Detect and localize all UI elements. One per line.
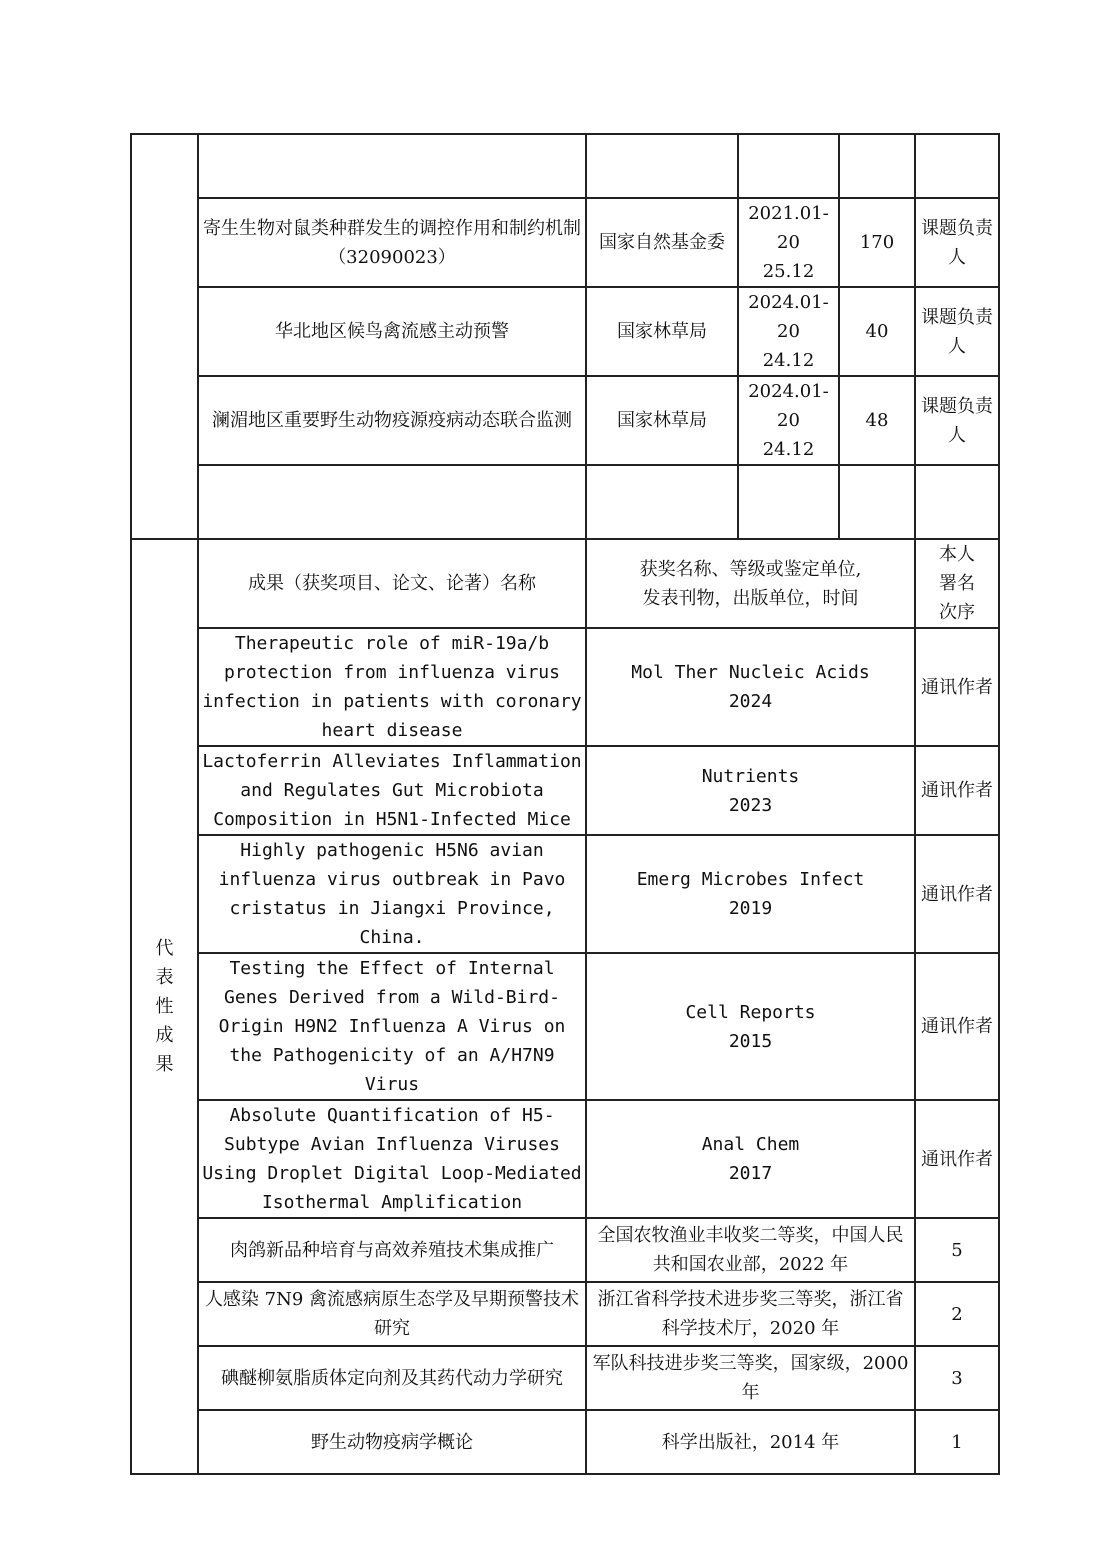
- project-role: [915, 465, 999, 539]
- project-period: [738, 287, 839, 376]
- project-name: [198, 134, 586, 198]
- achievement-rank: 通讯作者: [915, 953, 999, 1100]
- achievement-name: Testing the Effect of Internal Genes Derived from a Wild-Bird-Origin H9N2 Influenza A Virus on the Pathogenicity of an A/H7N9 Virus: [198, 953, 586, 1100]
- project-period: [738, 465, 839, 539]
- achievement-rank: 2: [915, 1282, 999, 1346]
- project-amount: [839, 465, 915, 539]
- achievement-name: Lactoferrin Alleviates Inflammation and Regulates Gut Microbiota Composition in H5N1-Infected Mice: [198, 746, 586, 835]
- achievement-row: [131, 1100, 999, 1218]
- achievement-rank: 3: [915, 1346, 999, 1410]
- achievement-name: Absolute Quantification of H5-Subtype Avian Influenza Viruses Using Droplet Digital Loop-Mediated Isothermal Amplification: [198, 1100, 586, 1218]
- project-role: [915, 134, 999, 198]
- form-table: [130, 133, 1000, 1475]
- achievement-name: 肉鸽新品种培育与高效养殖技术集成推广: [198, 1218, 586, 1282]
- period-start: 2024.01-20: [748, 292, 829, 342]
- project-funder: 国家自然基金委: [586, 198, 738, 287]
- project-funder: 国家林草局: [586, 287, 738, 376]
- achievement-rank: 通讯作者: [915, 835, 999, 953]
- period-start: 2024.01-20: [748, 381, 829, 431]
- achievement-row: [131, 628, 999, 746]
- header-rank: 本人 署名 次序: [915, 539, 999, 628]
- period-end: 24.12: [762, 350, 815, 371]
- achievement-rank: 1: [915, 1410, 999, 1474]
- achievement-side-label: 代 表 性 成 果: [131, 539, 198, 1474]
- achievement-source: 科学出版社，2014 年: [586, 1410, 915, 1474]
- achievement-row: [131, 1282, 999, 1346]
- achievement-source: Emerg Microbes Infect 2019: [586, 835, 915, 953]
- period-end: 25.12: [762, 261, 815, 282]
- achievement-rank: 通讯作者: [915, 628, 999, 746]
- achievement-row: [131, 953, 999, 1100]
- achievement-name: 人感染 7N9 禽流感病原生态学及早期预警技术研究: [198, 1282, 586, 1346]
- achievement-source: Cell Reports 2015: [586, 953, 915, 1100]
- project-name: 寄生生物对鼠类种群发生的调控作用和制约机制（32090023）: [198, 198, 586, 287]
- project-row: [131, 465, 999, 539]
- header-source: 获奖名称、等级或鉴定单位, 发表刊物，出版单位，时间: [586, 539, 915, 628]
- achievement-row: [131, 835, 999, 953]
- achievement-row: [131, 1346, 999, 1410]
- project-name: 澜湄地区重要野生动物疫源疫病动态联合监测: [198, 376, 586, 465]
- achievement-source: Nutrients 2023: [586, 746, 915, 835]
- achievement-source: Anal Chem 2017: [586, 1100, 915, 1218]
- achievement-rank: 5: [915, 1218, 999, 1282]
- project-funder: [586, 134, 738, 198]
- project-role: 课题负责人: [915, 376, 999, 465]
- project-period: [738, 134, 839, 198]
- project-name: [198, 465, 586, 539]
- period-start: 2021.01-20: [748, 203, 829, 253]
- project-role: 课题负责人: [915, 287, 999, 376]
- project-row: [131, 376, 999, 465]
- achievement-name: Therapeutic role of miR-19a/b protection from influenza virus infection in patients with coronary heart disease: [198, 628, 586, 746]
- project-row: [131, 287, 999, 376]
- achievement-name: Highly pathogenic H5N6 avian influenza virus outbreak in Pavo cristatus in Jiangxi Province, China.: [198, 835, 586, 953]
- achievement-name: 碘醚柳氨脂质体定向剂及其药代动力学研究: [198, 1346, 586, 1410]
- period-end: 24.12: [762, 439, 815, 460]
- project-row: [131, 134, 999, 198]
- achievement-row: [131, 1410, 999, 1474]
- project-amount: [839, 134, 915, 198]
- project-amount: 40: [839, 287, 915, 376]
- achievement-row: [131, 746, 999, 835]
- achievement-header-row: [131, 539, 999, 628]
- achievement-source: Mol Ther Nucleic Acids 2024: [586, 628, 915, 746]
- project-period: [738, 376, 839, 465]
- project-row: [131, 198, 999, 287]
- achievement-source: 浙江省科学技术进步奖三等奖，浙江省科学技术厅，2020 年: [586, 1282, 915, 1346]
- achievement-name: 野生动物疫病学概论: [198, 1410, 586, 1474]
- project-funder: [586, 465, 738, 539]
- project-amount: 48: [839, 376, 915, 465]
- achievement-rank: 通讯作者: [915, 746, 999, 835]
- project-amount: 170: [839, 198, 915, 287]
- project-side-cell: [131, 134, 198, 539]
- project-funder: 国家林草局: [586, 376, 738, 465]
- achievement-rank: 通讯作者: [915, 1100, 999, 1218]
- achievement-row: [131, 1218, 999, 1282]
- achievement-source: 军队科技进步奖三等奖，国家级，2000年: [586, 1346, 915, 1410]
- project-period: [738, 198, 839, 287]
- header-name: 成果（获奖项目、论文、论著）名称: [198, 539, 586, 628]
- project-name: 华北地区候鸟禽流感主动预警: [198, 287, 586, 376]
- achievement-source: 全国农牧渔业丰收奖二等奖，中国人民共和国农业部，2022 年: [586, 1218, 915, 1282]
- project-role: 课题负责人: [915, 198, 999, 287]
